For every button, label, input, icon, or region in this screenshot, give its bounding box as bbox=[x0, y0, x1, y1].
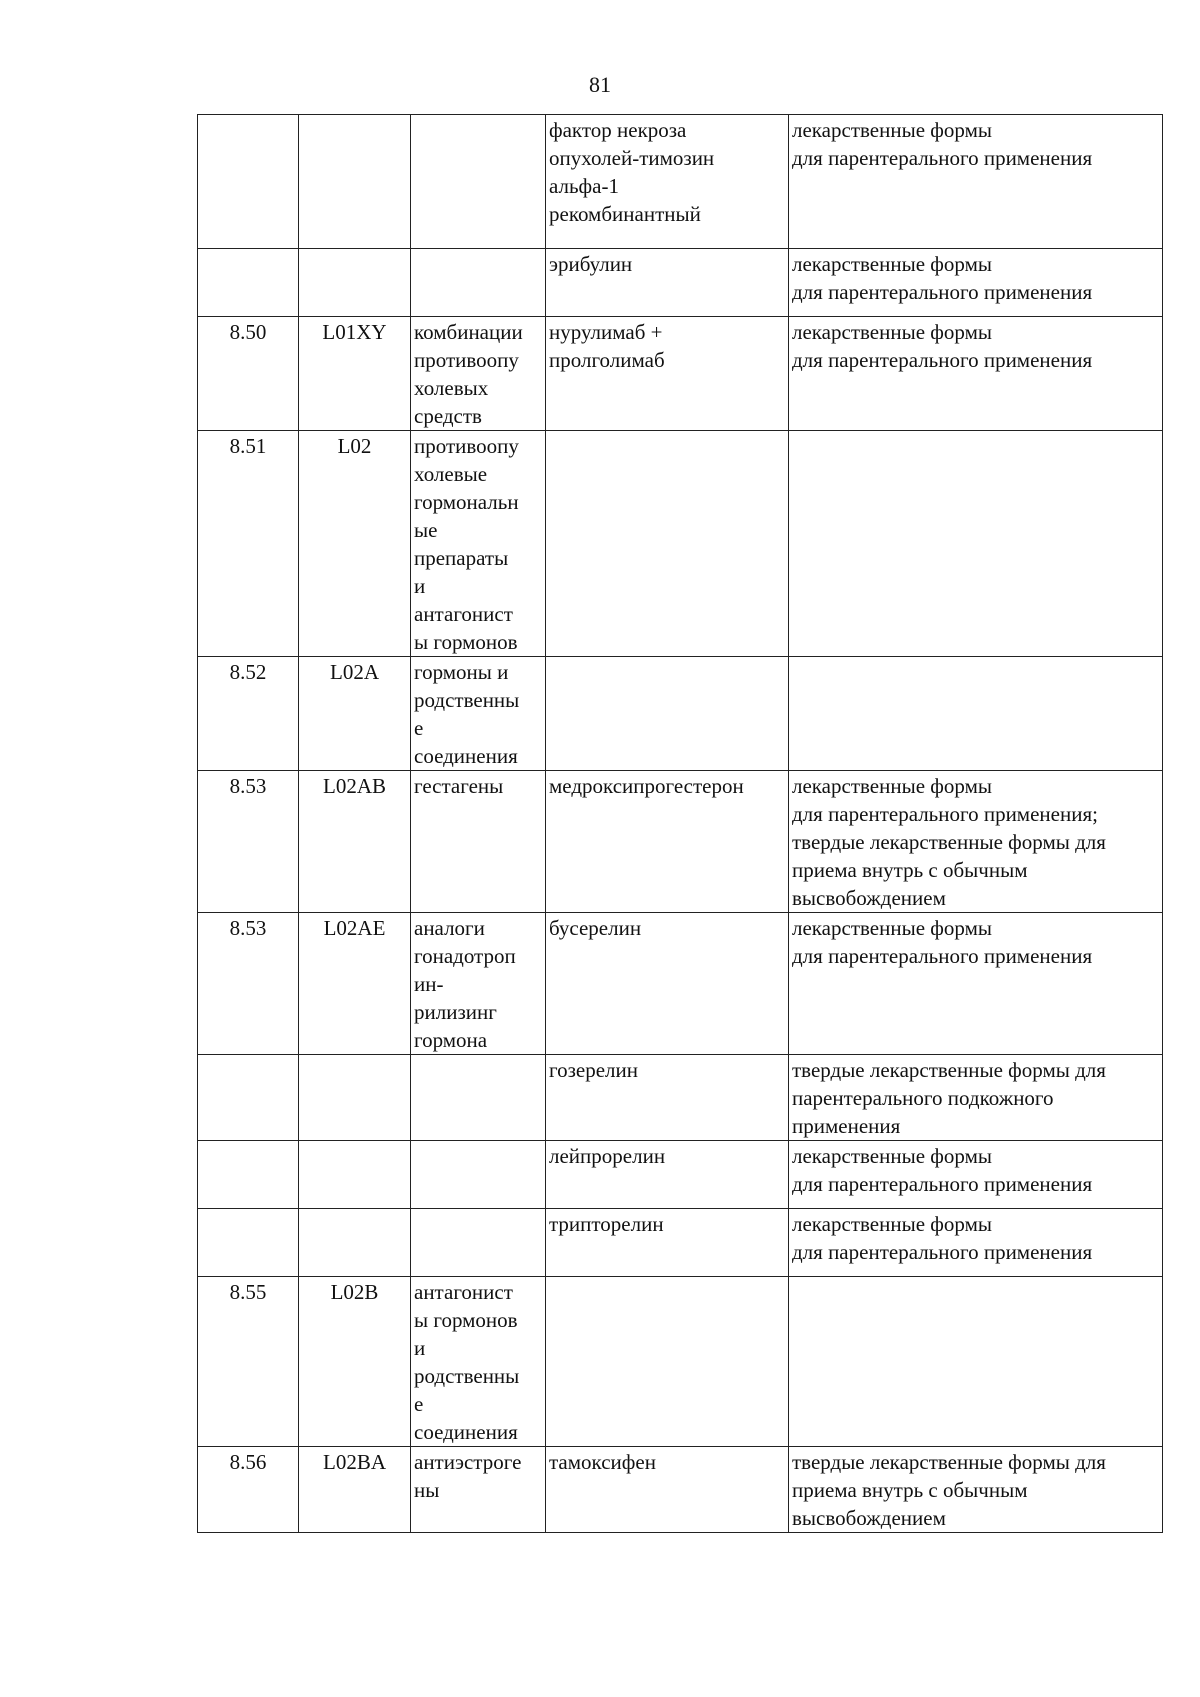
atc-code-cell: L02AB bbox=[299, 771, 411, 913]
atc-code-cell bbox=[299, 115, 411, 249]
group-name-cell: противоопу холевые гормональн ые препараты и антагонист ы гормонов bbox=[411, 431, 546, 657]
row-number-cell: 8.51 bbox=[198, 431, 299, 657]
drug-name-cell: тамоксифен bbox=[546, 1447, 789, 1533]
atc-code-cell: L02 bbox=[299, 431, 411, 657]
group-name-cell bbox=[411, 249, 546, 317]
table-row bbox=[198, 317, 1163, 431]
table-row bbox=[198, 431, 1163, 657]
dosage-form-cell: лекарственные формы для парентерального применения bbox=[789, 1141, 1163, 1209]
drug-name-cell: трипторелин bbox=[546, 1209, 789, 1277]
row-number-cell: 8.55 bbox=[198, 1277, 299, 1447]
dosage-form-cell: лекарственные формы для парентерального применения bbox=[789, 115, 1163, 249]
dosage-form-cell: лекарственные формы для парентерального применения bbox=[789, 317, 1163, 431]
dosage-form-cell bbox=[789, 657, 1163, 771]
drug-name-cell bbox=[546, 657, 789, 771]
row-number-cell: 8.53 bbox=[198, 913, 299, 1055]
drug-name-cell: лейпрорелин bbox=[546, 1141, 789, 1209]
drug-name-cell: нурулимаб + пролголимаб bbox=[546, 317, 789, 431]
group-name-cell: антагонист ы гормонов и родственны е соединения bbox=[411, 1277, 546, 1447]
table-row bbox=[198, 1141, 1163, 1209]
page-number: 81 bbox=[589, 72, 611, 97]
dosage-form-cell: лекарственные формы для парентерального применения bbox=[789, 249, 1163, 317]
drug-name-cell: эрибулин bbox=[546, 249, 789, 317]
table-row bbox=[198, 1209, 1163, 1277]
row-number-cell bbox=[198, 249, 299, 317]
dosage-form-cell: лекарственные формы для парентерального применения bbox=[789, 913, 1163, 1055]
atc-code-cell bbox=[299, 1141, 411, 1209]
row-number-cell: 8.52 bbox=[198, 657, 299, 771]
drug-name-cell: медроксипрогестерон bbox=[546, 771, 789, 913]
atc-code-cell: L02A bbox=[299, 657, 411, 771]
atc-code-cell: L02AE bbox=[299, 913, 411, 1055]
group-name-cell: комбинации противоопу холевых средств bbox=[411, 317, 546, 431]
atc-code-cell bbox=[299, 1055, 411, 1141]
row-number-cell bbox=[198, 1055, 299, 1141]
drug-name-cell bbox=[546, 1277, 789, 1447]
atc-code-cell: L01XY bbox=[299, 317, 411, 431]
dosage-form-cell: твердые лекарственные формы для приема внутрь с обычным высвобождением bbox=[789, 1447, 1163, 1533]
table-row bbox=[198, 115, 1163, 249]
dosage-form-cell bbox=[789, 431, 1163, 657]
drug-table bbox=[197, 114, 1163, 1533]
row-number-cell bbox=[198, 1209, 299, 1277]
drug-name-cell bbox=[546, 431, 789, 657]
group-name-cell: гормоны и родственны е соединения bbox=[411, 657, 546, 771]
group-name-cell: антиэстроге ны bbox=[411, 1447, 546, 1533]
atc-code-cell: L02B bbox=[299, 1277, 411, 1447]
table-row bbox=[198, 249, 1163, 317]
group-name-cell bbox=[411, 1055, 546, 1141]
atc-code-cell bbox=[299, 1209, 411, 1277]
table-row bbox=[198, 1055, 1163, 1141]
drug-name-cell: фактор некроза опухолей-тимозин альфа-1 рекомбинантный bbox=[546, 115, 789, 249]
atc-code-cell: L02BA bbox=[299, 1447, 411, 1533]
row-number-cell: 8.56 bbox=[198, 1447, 299, 1533]
dosage-form-cell: лекарственные формы для парентерального применения bbox=[789, 1209, 1163, 1277]
row-number-cell bbox=[198, 1141, 299, 1209]
group-name-cell: аналоги гонадотроп ин- рилизинг гормона bbox=[411, 913, 546, 1055]
dosage-form-cell: твердые лекарственные формы для парентерального подкожного применения bbox=[789, 1055, 1163, 1141]
group-name-cell bbox=[411, 1141, 546, 1209]
dosage-form-cell bbox=[789, 1277, 1163, 1447]
table-row bbox=[198, 771, 1163, 913]
table-row bbox=[198, 1277, 1163, 1447]
table-row bbox=[198, 913, 1163, 1055]
row-number-cell: 8.50 bbox=[198, 317, 299, 431]
table-row bbox=[198, 1447, 1163, 1533]
table-row bbox=[198, 657, 1163, 771]
group-name-cell: гестагены bbox=[411, 771, 546, 913]
row-number-cell bbox=[198, 115, 299, 249]
row-number-cell: 8.53 bbox=[198, 771, 299, 913]
atc-code-cell bbox=[299, 249, 411, 317]
group-name-cell bbox=[411, 115, 546, 249]
drug-name-cell: гозерелин bbox=[546, 1055, 789, 1141]
drug-name-cell: бусерелин bbox=[546, 913, 789, 1055]
dosage-form-cell: лекарственные формы для парентерального применения; твердые лекарственные формы для приема внутрь с обычным высвобождением bbox=[789, 771, 1163, 913]
group-name-cell bbox=[411, 1209, 546, 1277]
